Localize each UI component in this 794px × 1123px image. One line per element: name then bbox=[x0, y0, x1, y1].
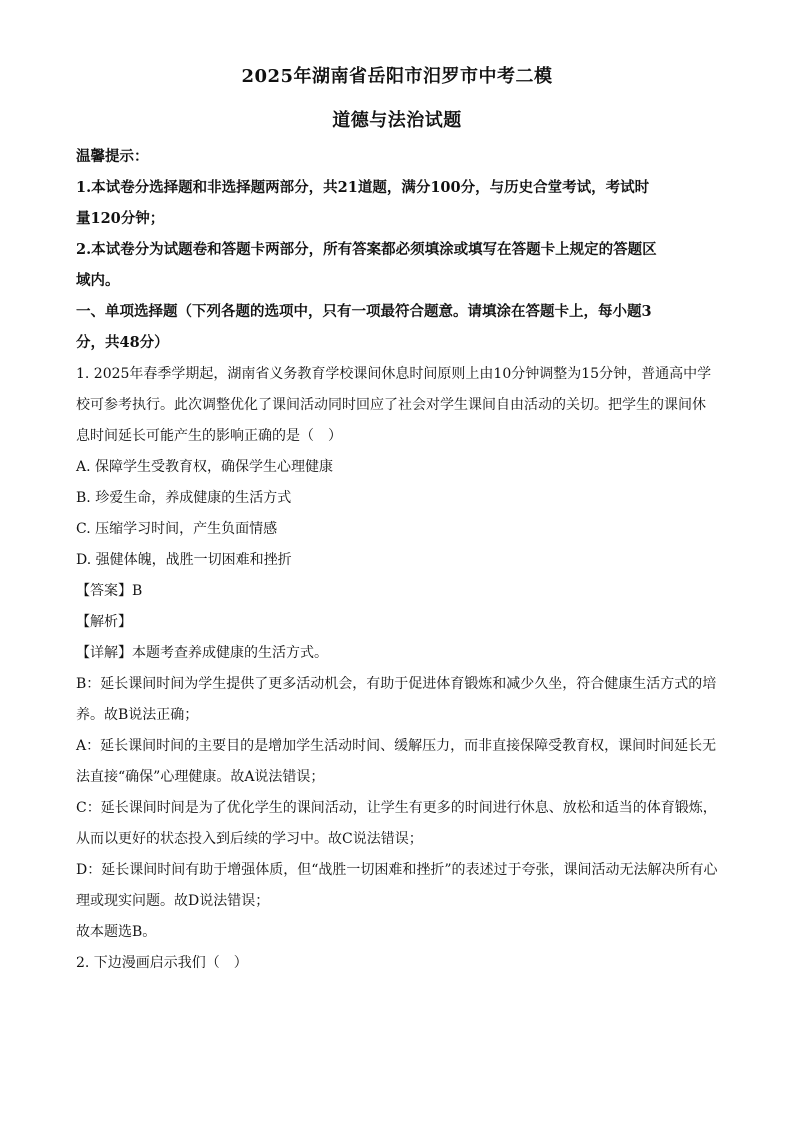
exam-title: 2025年湖南省岳阳市汨罗市中考二模 bbox=[241, 66, 553, 87]
exam-subtitle: 道德与法治试题 bbox=[332, 110, 462, 131]
q1-explain-c-line-2: 从而以更好的状态投入到后续的学习中。故C说法错误； bbox=[76, 831, 423, 847]
q1-explain-b-line-1: B：延长课间时间为学生提供了更多活动机会，有助于促进体育锻炼和减少久坐，符合健康生活方式的培 bbox=[76, 676, 717, 692]
q1-analysis-label: 【解析】 bbox=[76, 614, 132, 630]
q1-explain-a-line-2: 法直接“确保”心理健康。故A说法错误； bbox=[76, 769, 325, 785]
q1-conclusion: 故本题选B。 bbox=[76, 924, 157, 940]
q1-explain-d-line-2: 理或现实问题。故D说法错误； bbox=[76, 893, 270, 909]
q1-option-a: A. 保障学生受教育权，确保学生心理健康 bbox=[76, 459, 334, 475]
notice-item-2-line-1: 2.本试卷分为试题卷和答题卡两部分，所有答案都必须填涂或填写在答题卡上规定的答题区 bbox=[76, 241, 657, 258]
q1-option-d: D. 强健体魄，战胜一切困难和挫折 bbox=[76, 552, 292, 568]
notice-item-1-line-2: 量120分钟； bbox=[76, 210, 165, 227]
q1-stem-line-2: 校可参考执行。此次调整优化了课间活动同时回应了社会对学生课间自由活动的关切。把学生的课间休 bbox=[76, 397, 706, 413]
q1-explain-a-line-1: A：延长课间时间的主要目的是增加学生活动时间、缓解压力，而非直接保障受教育权，课间时间延长无 bbox=[76, 738, 717, 754]
q1-explain-d-line-1: D：延长课间时间有助于增强体质，但“战胜一切困难和挫折”的表述过于夸张，课间活动无法解决所有心 bbox=[76, 862, 718, 878]
section-1-heading-line-2: 分，共48分） bbox=[76, 334, 169, 351]
q1-detail: 【详解】本题考查养成健康的生活方式。 bbox=[76, 645, 328, 661]
q1-option-b: B. 珍爱生命，养成健康的生活方式 bbox=[76, 490, 292, 506]
notice-item-2-line-2: 域内。 bbox=[76, 272, 120, 289]
q1-explain-b-line-2: 养。故B说法正确； bbox=[76, 707, 199, 723]
q2-stem: 2. 下边漫画启示我们（ ） bbox=[76, 955, 248, 971]
q1-stem-line-1: 1. 2025年春季学期起，湖南省义务教育学校课间休息时间原则上由10分钟调整为15分钟，普通高中学 bbox=[76, 366, 712, 382]
notice-item-1-line-1: 1.本试卷分选择题和非选择题两部分，共21道题，满分100分，与历史合堂考试，考试时 bbox=[76, 179, 650, 196]
notice-heading: 温馨提示： bbox=[76, 148, 149, 165]
section-1-heading-line-1: 一、单项选择题（下列各题的选项中，只有一项最符合题意。请填涂在答题卡上，每小题3 bbox=[76, 303, 652, 320]
q1-stem-line-3: 息时间延长可能产生的影响正确的是（ ） bbox=[76, 428, 342, 444]
q1-option-c: C. 压缩学习时间，产生负面情感 bbox=[76, 521, 278, 537]
q1-explain-c-line-1: C：延长课间时间是为了优化学生的课间活动，让学生有更多的时间进行休息、放松和适当的体育锻炼， bbox=[76, 800, 717, 816]
q1-answer: 【答案】B bbox=[76, 583, 143, 599]
